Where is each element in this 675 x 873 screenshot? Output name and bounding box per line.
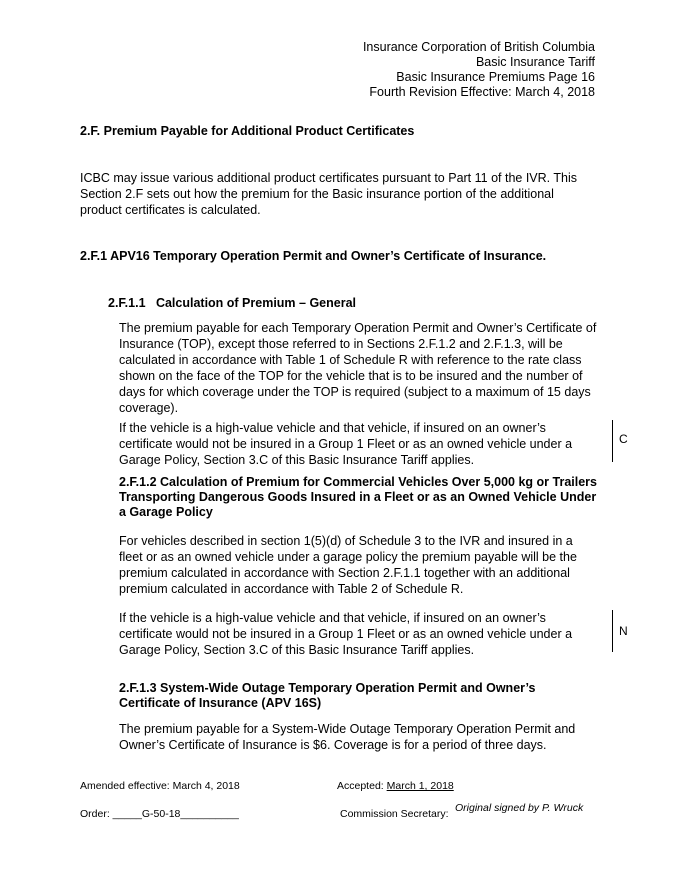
change-mark-n: N (619, 624, 628, 638)
header-org: Insurance Corporation of British Columbia (362, 40, 595, 54)
section-2f12-para2: If the vehicle is a high-value vehicle and that vehicle, if insured on an owner’s certificate would not be insured in a Group 1 Fleet or as an owned vehicle under a Garage Policy, Section 3.C of this Basic Insurance Tariff applies. (119, 611, 573, 657)
footer-order: Order: _____G-50-18__________ (80, 808, 239, 820)
section-2f12-para1: For vehicles described in section 1(5)(d) of Schedule 3 to the IVR and insured in a fleet or as an owned vehicle under a garage policy the premium payable will be the premium calculated in accordance with Section 2.F.1.1 together with an additional premium calculated in accordance with Table 2 of Schedule R. (119, 534, 577, 596)
footer-accepted (337, 780, 454, 792)
section-2f13-para1: The premium payable for a System-Wide Outage Temporary Operation Permit and Owner’s Certificate of Insurance is $6. Coverage is for a period of three days. (119, 722, 576, 752)
section-2f12-heading: 2.F.1.2 Calculation of Premium for Commercial Vehicles Over 5,000 kg or Trailers Transporting Dangerous Goods Insured in a Fleet or as an Owned Vehicle Under a Garage Policy (119, 475, 597, 519)
section-2f-heading: 2.F. Premium Payable for Additional Product Certificates (80, 124, 415, 138)
footer-signature: Original signed by P. Wruck (455, 802, 584, 814)
section-2f11-para2: If the vehicle is a high-value vehicle and that vehicle, if insured on an owner’s certificate would not be insured in a Group 1 Fleet or as an owned vehicle under a Garage Policy, Section 3.C of this Basic Insurance Tariff applies. (119, 421, 573, 467)
section-2f11-para1: The premium payable for each Temporary Operation Permit and Owner’s Certificate of Insurance (TOP), except those referred to in Sections 2.F.1.2 and 2.F.1.3, will be calculated in accordance with Table 1 of Schedule R with reference to the rate class shown on the face of the TOP for the vehicle that is to be insured and the number of days for which coverage under the TOP is required (subject to a maximum of 15 days coverage). (119, 321, 597, 415)
document-header (363, 40, 595, 100)
footer-accepted-date: March 1, 2018 (386, 780, 454, 792)
header-tariff: Basic Insurance Tariff (475, 55, 595, 69)
footer-amended: Amended effective: March 4, 2018 (80, 780, 240, 792)
section-2f11-heading: 2.F.1.1 Calculation of Premium – General (108, 296, 356, 310)
header-revision: Fourth Revision Effective: March 4, 2018 (369, 85, 595, 99)
header-page: Basic Insurance Premiums Page 16 (396, 70, 595, 84)
section-2f-intro: ICBC may issue various additional product certificates pursuant to Part 11 of the IVR. This Section 2.F sets out how the premium for the Basic insurance portion of the additional product certificates is calculated. (80, 171, 577, 217)
change-bar-c (612, 420, 613, 462)
change-mark-c: C (619, 432, 628, 446)
section-2f1-heading: 2.F.1 APV16 Temporary Operation Permit and Owner’s Certificate of Insurance. (80, 249, 547, 263)
section-2f13-heading: 2.F.1.3 System-Wide Outage Temporary Operation Permit and Owner’s Certificate of Insurance (APV 16S) (119, 681, 536, 710)
change-bar-n (612, 610, 613, 652)
footer-secretary-label: Commission Secretary: (340, 808, 449, 820)
footer-accepted-label: Accepted: (337, 780, 387, 792)
